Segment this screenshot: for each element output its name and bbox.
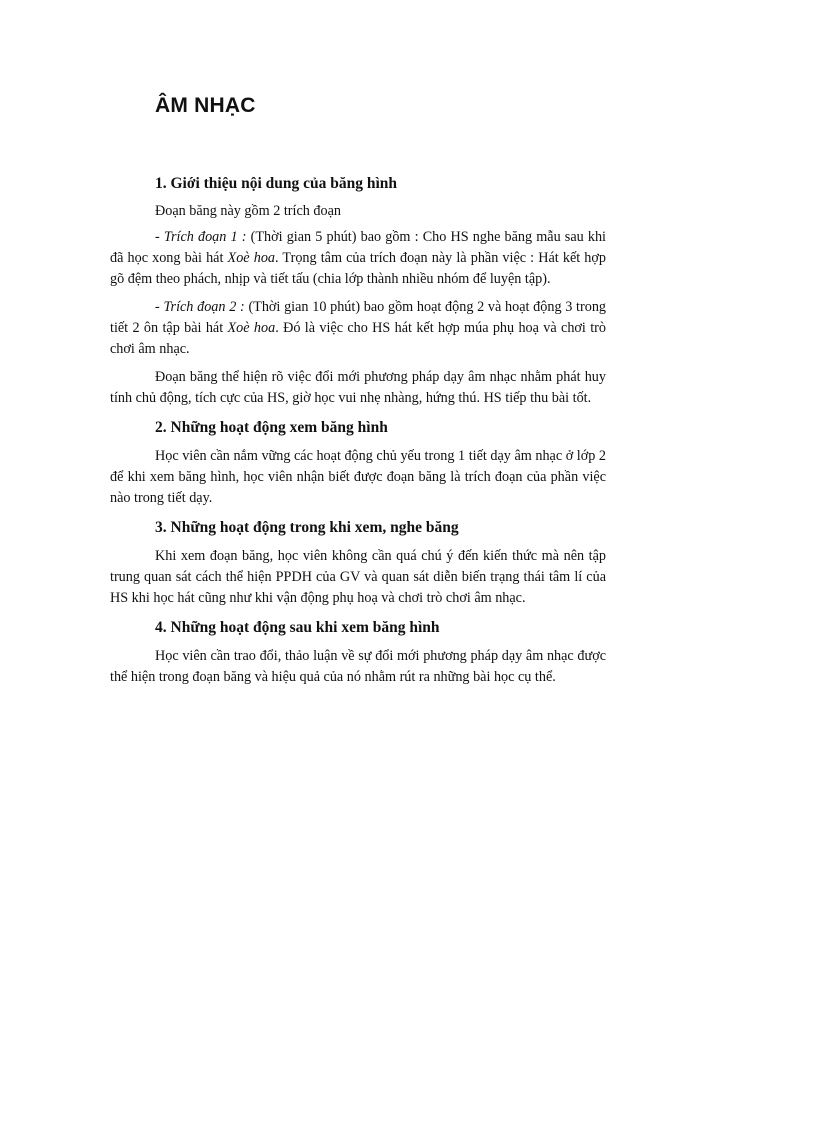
paragraph-body: Khi xem đoạn băng, học viên không cần quá chú ý đến kiến thức mà nên tập trung quan sát cách thể hiện PPDH của GV và quan sát diễn biến trạng thái tâm lí của HS khi học hát cũng như khi vận động phụ hoạ và chơi trò chơi âm nhạc. — [110, 548, 606, 606]
document-body — [110, 172, 606, 695]
paragraph-body: Học viên cần nắm vững các hoạt động chủ yếu trong 1 tiết dạy âm nhạc ở lớp 2 để khi xem băng hình, học viên nhận biết được đoạn băng là trích đoạn của phần việc nào trong tiết dạy. — [110, 448, 606, 506]
excerpt-text: . Trọng tâm của trích đoạn này là phần việc : Hát kết hợp gõ đệm theo phách, nhịp và tiết tấu (chia lớp thành nhiều nhóm để luyện tập). — [110, 250, 607, 287]
section-intro — [110, 172, 606, 409]
excerpt-label: Trích đoạn 1 : — [163, 229, 247, 245]
song-title: Xoè hoa — [227, 320, 276, 336]
paragraph-body: Học viên cần trao đổi, thảo luận về sự đổi mới phương pháp dạy âm nhạc được thể hiện trong đoạn băng và hiệu quả của nó nhằm rút ra những bài học cụ thể. — [110, 648, 606, 685]
section-heading: 3. Những hoạt động trong khi xem, nghe băng — [155, 519, 459, 536]
excerpt-label: Trích đoạn 2 : — [163, 299, 245, 315]
paragraph-intro: Đoạn băng này gồm 2 trích đoạn — [155, 203, 341, 219]
excerpt-prefix: - — [155, 299, 164, 315]
excerpt-prefix: - — [155, 229, 164, 245]
song-title: Xoè hoa — [227, 250, 276, 266]
section-heading: 1. Giới thiệu nội dung của băng hình — [155, 175, 398, 192]
paragraph-closing: Đoạn băng thể hiện rõ việc đổi mới phương pháp dạy âm nhạc nhằm phát huy tính chủ động, tích cực của HS, giờ học vui nhẹ nhàng, hứng thú. HS tiếp thu bài tốt. — [110, 369, 606, 406]
section-during — [110, 516, 606, 609]
excerpt-text: . Đó là việc cho HS hát kết hợp múa phụ hoạ và chơi trò chơi âm nhạc. — [110, 320, 606, 357]
excerpt-text: (Thời gian 5 phút) bao gồm : Cho HS nghe băng mẫu sau khi đã học xong bài hát — [110, 229, 606, 266]
paragraph-excerpt-1 — [110, 227, 606, 290]
page-title: ÂM NHẠC — [155, 94, 256, 117]
paragraph-excerpt-2 — [110, 297, 606, 360]
section-watching — [110, 416, 606, 509]
section-heading: 4. Những hoạt động sau khi xem băng hình — [155, 619, 440, 636]
section-after — [110, 616, 606, 688]
section-heading: 2. Những hoạt động xem băng hình — [155, 419, 388, 436]
excerpt-text: (Thời gian 10 phút) bao gồm hoạt động 2 và hoạt động 3 trong tiết 2 ôn tập bài hát — [110, 299, 607, 336]
